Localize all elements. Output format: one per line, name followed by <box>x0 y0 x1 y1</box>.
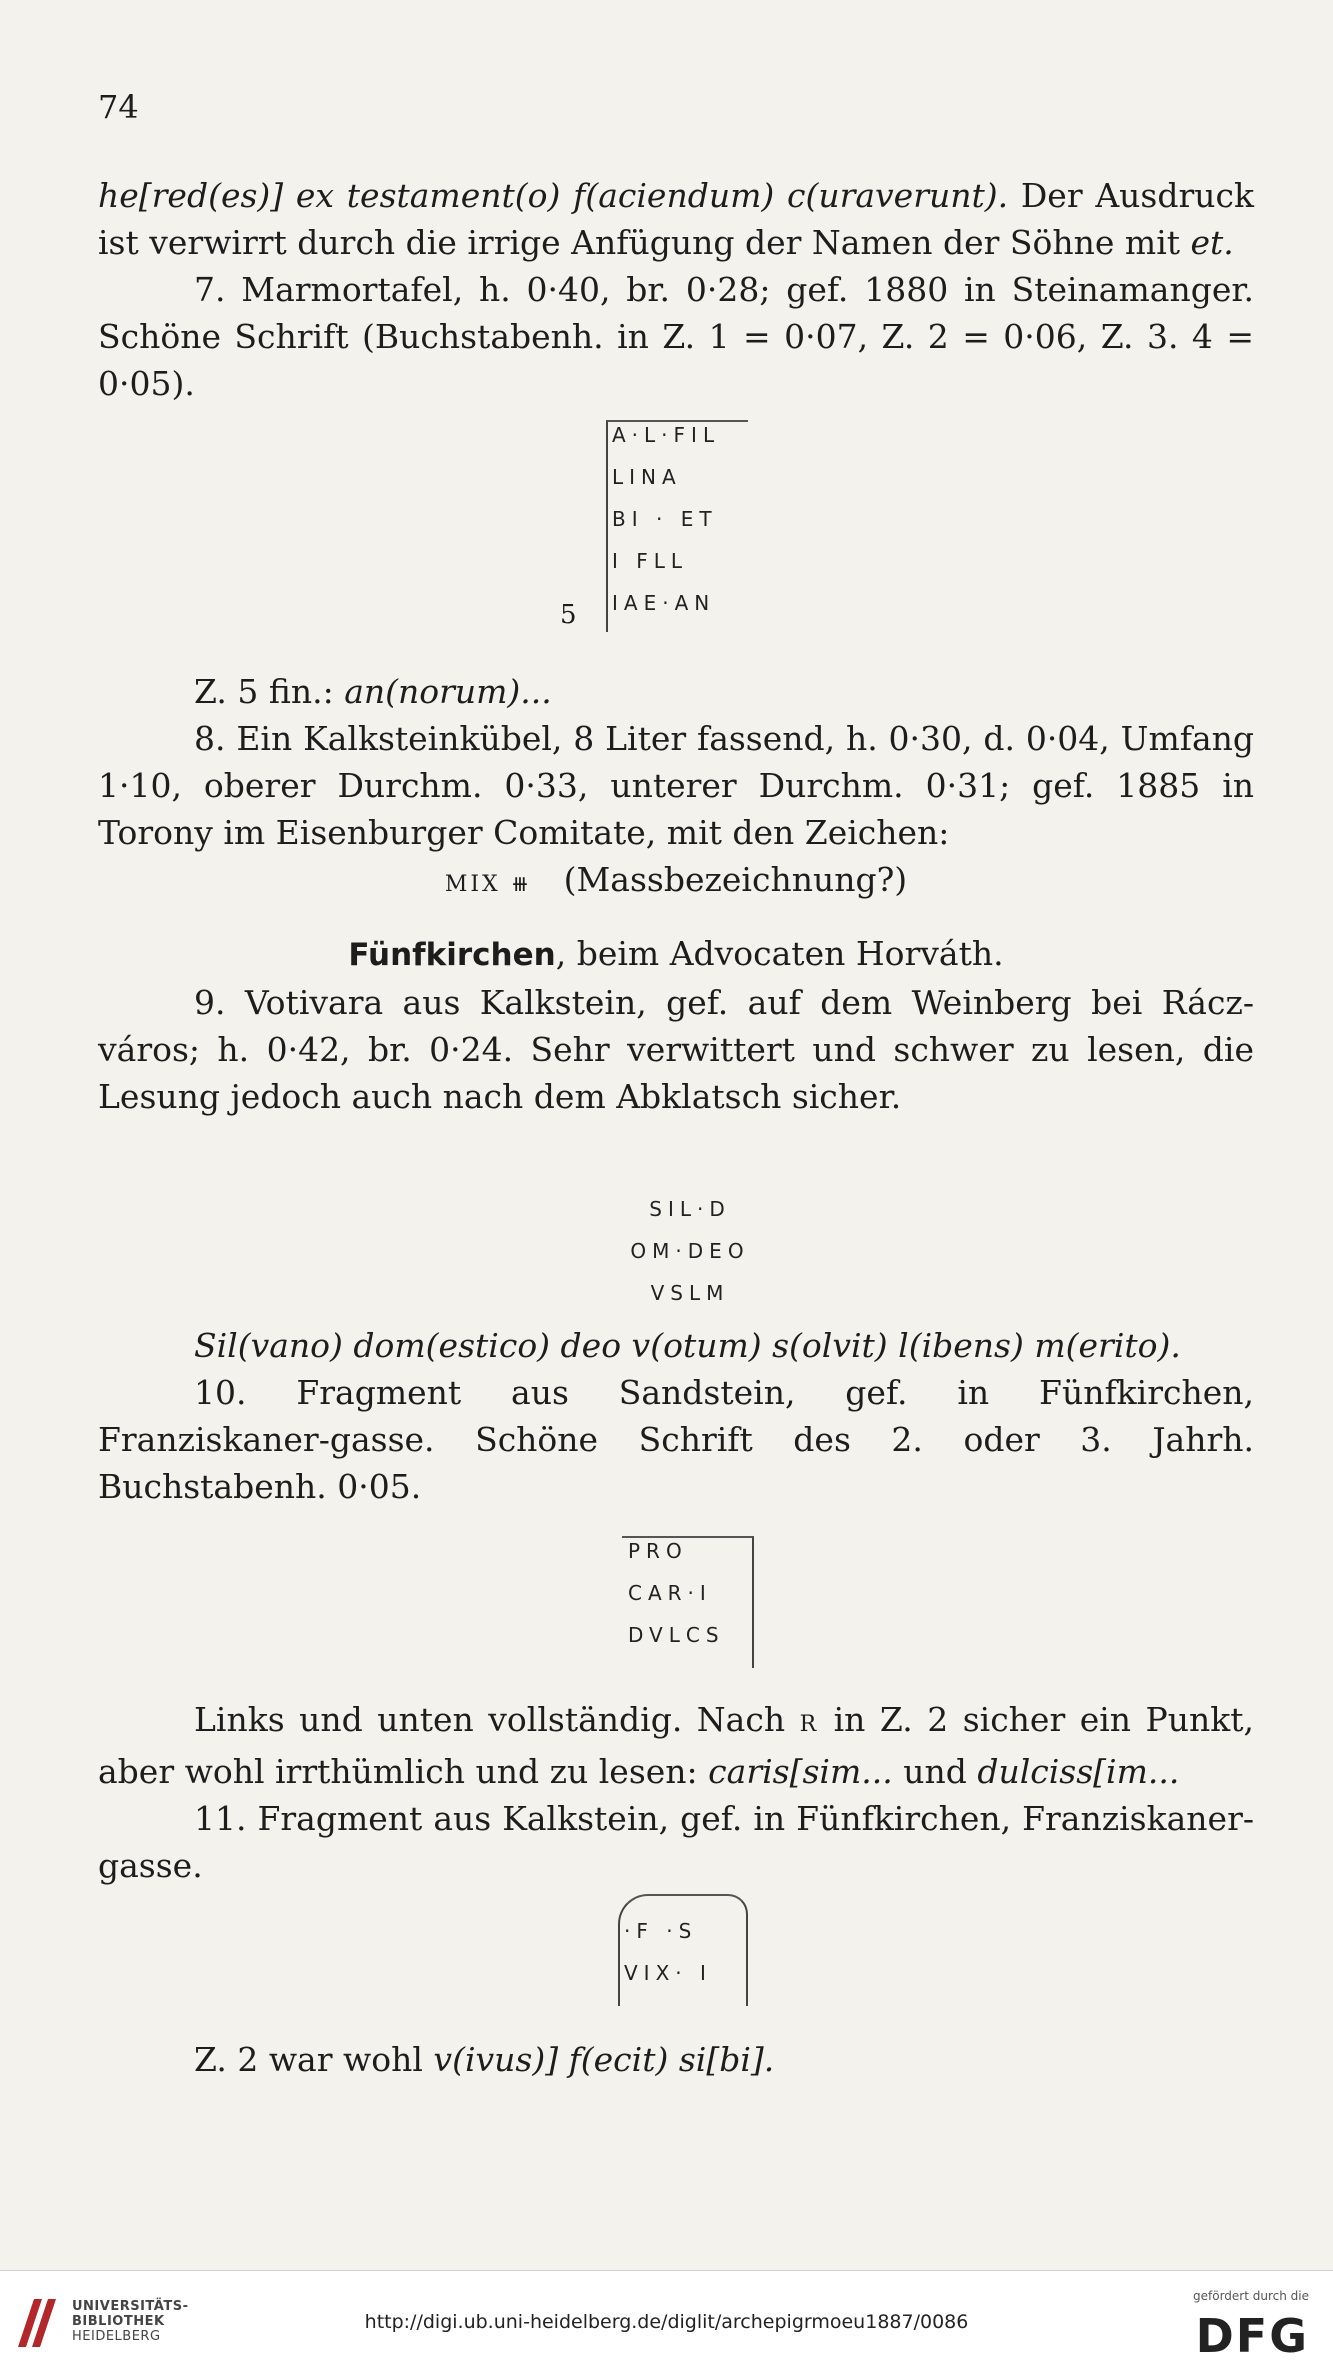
paragraph-text: Der Ausdruck ist verwirrt durch die irrige Anfügung der Namen der Söhne mit <box>98 176 1254 262</box>
paragraph-text: Links und unten vollständig. Nach <box>194 1700 800 1739</box>
paragraph-text: (Massbezeichnung?) <box>563 860 908 899</box>
paragraph-text: und <box>892 1752 978 1791</box>
inscription-9 <box>620 1188 760 1314</box>
inscription-line: PRO <box>628 1539 688 1563</box>
inscription-reading: he[red(es)] ex testament(o) f(aciendum) c(uraverunt). <box>98 176 1009 215</box>
entry-8-text: 8. Ein Kalksteinkübel, 8 Liter fassend, h. 0·30, d. 0·04, Umfang 1·10, oberer Durchm. 0·33, unterer Durchm. 0·31; gef. 1885 in Torony im Eisenburger Comitate, mit den Zeichen: <box>98 719 1254 852</box>
entry-11-text: 11. Fragment aus Kalkstein, gef. in Fünfkirchen, Franziskaner-gasse. <box>98 1799 1254 1885</box>
inscription-line: I FLL <box>612 549 689 573</box>
stone-outline <box>622 1536 754 1668</box>
paragraph-text: Z. 2 war wohl <box>194 2040 434 2079</box>
paragraph-block-4 <box>98 1696 1254 1889</box>
library-name: UNIVERSITÄTS- BIBLIOTHEK HEIDELBERG <box>72 2299 189 2344</box>
page-number: 74 <box>98 88 139 126</box>
inscription-reading: v(ivus)] f(ecit) si[bi]. <box>433 2040 775 2079</box>
inscription-reading: caris[sim... <box>708 1752 893 1791</box>
dfg-logo: DFG <box>1195 2309 1309 2363</box>
inscription-reading: dulciss[im... <box>977 1752 1180 1791</box>
vessel-marks: MIX ⧻ <box>444 872 533 897</box>
paragraph-block-3 <box>98 1322 1254 1510</box>
section-heading: Fünfkirchen <box>348 937 556 973</box>
inscription-line: IAE·AN <box>612 591 716 615</box>
footer-bar <box>0 2270 1333 2374</box>
paragraph-block-1 <box>98 172 1254 407</box>
inscription-line: LINA <box>612 465 682 489</box>
entry-10-text: 10. Fragment aus Sandstein, gef. in Fünfkirchen, Franziskaner-gasse. Schöne Schrift des 2. oder 3. Jahrh. Buchstabenh. 0·05. <box>98 1373 1254 1506</box>
paragraph-block-5 <box>98 2036 1254 2083</box>
inscription-10 <box>628 1530 725 1656</box>
inscription-line: A·L·FIL <box>612 423 721 447</box>
inscription-11 <box>624 1910 712 1994</box>
source-url-link[interactable]: http://digi.ub.uni-heidelberg.de/diglit/archepigrmoeu1887/0086 <box>364 2311 969 2333</box>
paragraph-text: Z. 5 fin.: <box>194 672 345 711</box>
inscription-line: VIX· I <box>624 1961 712 1985</box>
stone-outline <box>606 420 748 632</box>
paragraph-text-italic: et. <box>1190 223 1234 262</box>
inscription-line: SIL·D <box>649 1197 731 1221</box>
inscription-reading: an(norum)... <box>344 672 552 711</box>
inscription-line: OM·DEO <box>630 1239 750 1263</box>
inscription-7 <box>612 414 720 624</box>
inscription-line: CAR·I <box>628 1581 712 1605</box>
paragraph-block-2 <box>98 668 1254 1120</box>
inscription-line: DVLCS <box>628 1623 725 1647</box>
inscription-reading: Sil(vano) dom(estico) deo v(otum) s(olvit) l(ibens) m(erito). <box>194 1326 1181 1365</box>
inscription-line: ·F ·S <box>624 1919 698 1943</box>
entry-7-text: 7. Marmortafel, h. 0·40, br. 0·28; gef. 1880 in Steinamanger. Schöne Schrift (Buchstabenh. in Z. 1 = 0·07, Z. 2 = 0·06, Z. 3. 4 = 0·05). <box>98 270 1254 403</box>
inscription-line: VSLM <box>650 1281 730 1305</box>
entry-9-text: 9. Votivara aus Kalkstein, gef. auf dem Weinberg bei Rácz-város; h. 0·42, br. 0·24. Sehr verwittert und schwer zu lesen, die Lesung jedoch auch nach dem Abklatsch sicher. <box>98 983 1254 1116</box>
section-heading-sub: , beim Advocaten Horváth. <box>555 934 1004 973</box>
stone-outline <box>618 1894 748 2006</box>
paragraph-text: in Z. 2 sicher ein Punkt, aber wohl irrthümlich und zu lesen: <box>98 1700 1254 1791</box>
inscription-line: BI · ET <box>612 507 718 531</box>
line-number: 5 <box>560 600 577 630</box>
letter-r: R <box>799 1712 820 1737</box>
funding-note: gefördert durch die <box>1193 2289 1309 2303</box>
